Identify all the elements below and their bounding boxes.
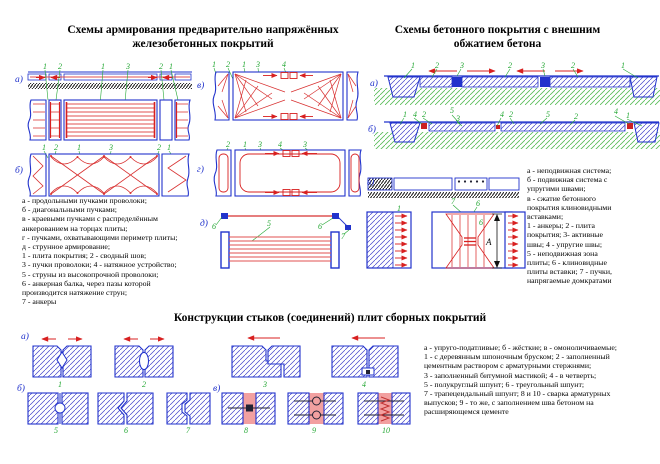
text-line: вставками; xyxy=(527,212,564,222)
figure-number-label: А xyxy=(486,237,492,247)
text-line: Схемы бетонного покрытия с внешним xyxy=(394,24,601,36)
figure-number-label: 5 xyxy=(450,106,454,115)
figure-number-label: 3 xyxy=(109,143,113,152)
fig-reinforcement-d xyxy=(200,213,351,268)
figure-number-label: 10 xyxy=(382,426,390,435)
figure-number-label: 1 xyxy=(212,60,216,69)
figure-number-label: 5 xyxy=(546,110,550,119)
text-line: покрытия; 3- активные xyxy=(527,230,604,240)
figure-number-label: 6 xyxy=(318,222,322,231)
text-line: г - пучками, охватывающими периметр плиты; xyxy=(22,232,178,242)
fig-compression-b xyxy=(368,106,660,149)
text-line: а - упруго-податливые; б - жёсткие; в - омоноличиваемые; xyxy=(424,343,617,352)
figure-number-label: 2 xyxy=(435,61,439,70)
figure-number-label: 1 xyxy=(243,140,247,149)
text-line: в - сжатие бетонного xyxy=(527,193,596,203)
text-line: 3 - пучки проволоки; 4 - натяжное устройство; xyxy=(22,260,177,270)
text-line: упругими швами; xyxy=(527,184,586,194)
fig-compression-a xyxy=(370,61,660,105)
text-line: 5 - полукруглый шпунт; 6 - треугольный шпунт; xyxy=(424,379,585,389)
figure-number-label: 2 xyxy=(574,112,578,121)
figure-number-label: 1 xyxy=(101,62,105,71)
figure-number-label: 1 xyxy=(77,143,81,152)
text-line: покрытия клиновидными xyxy=(527,202,612,212)
fig-reinforcement-a xyxy=(15,62,192,152)
text-line: а - продольными пучками проволоки; xyxy=(22,196,147,205)
text-line: швы; 4 - упругие швы; xyxy=(527,239,603,249)
text-line: железобетонных покрытий xyxy=(132,37,274,50)
text-line: 5 - струны из высокопрочной проволоки; xyxy=(22,269,159,279)
figure-number-label: 6 xyxy=(479,218,483,227)
text-line: б - диагональными пучками; xyxy=(22,205,117,215)
fig-reinforcement-b xyxy=(15,151,189,196)
fig-reinforcement-v xyxy=(197,60,358,120)
figure-number-label: 6 xyxy=(212,222,216,231)
figure-number-label: 6 xyxy=(124,426,128,435)
fig-joints xyxy=(17,331,410,435)
figure-letter-label: д) xyxy=(200,219,208,229)
figure-letter-label: в) xyxy=(213,384,221,394)
text-line: б - подвижная система с xyxy=(527,175,608,185)
text-line: Схемы армирования предварительно напряжённых xyxy=(67,24,339,36)
figure-number-label: 2 xyxy=(58,62,62,71)
figure-number-label: 2 xyxy=(159,62,163,71)
text-line: 6 - анкерная балка, через пазы которой xyxy=(22,278,151,288)
figure-number-label: 7 xyxy=(186,426,190,435)
text-line: 1 - анкеры; 2 - плита xyxy=(527,221,595,231)
figure-number-label: 1 xyxy=(411,61,415,70)
text-line: цементным раствором с арматурными стержнями; xyxy=(424,361,592,371)
figure-number-label: 1 xyxy=(242,60,246,69)
fig-reinforcement-g xyxy=(197,140,361,196)
text-line: плиты вставки; 7 - пучки, xyxy=(527,267,612,277)
figure-number-label: 1 xyxy=(43,62,47,71)
figure-number-label: 3 xyxy=(263,380,267,389)
figure-number-label: 1 xyxy=(397,204,401,213)
figure-number-label: 5 xyxy=(267,219,271,228)
text-line: 5 - неподвижная зона xyxy=(527,248,598,258)
figure-number-label: 7 xyxy=(341,232,345,241)
figure-number-label: 2 xyxy=(509,110,513,119)
figure-letter-label: в) xyxy=(197,81,205,91)
fig-compression-v xyxy=(367,177,525,268)
figure-number-label: 3 xyxy=(460,61,464,70)
figure-letter-label: г) xyxy=(197,165,204,175)
text-line: анкерованием на торцах плиты; xyxy=(22,223,128,233)
figure-number-label: 4 xyxy=(362,380,366,389)
figure-letter-label: а) xyxy=(370,79,378,89)
figure-number-label: 1 xyxy=(167,143,171,152)
figure-number-label: 2 xyxy=(226,140,230,149)
text-line: 1 - плита покрытия; 2 - сводный шов; xyxy=(22,251,147,261)
figure-number-label: 8 xyxy=(244,426,248,435)
figure-number-label: 3 xyxy=(303,140,307,149)
text-line: 3 - заполненный битумной мастикой; 4 - в четверть; xyxy=(424,370,597,380)
figure-letter-label: б) xyxy=(15,166,23,176)
figure-letter-label: а) xyxy=(15,75,23,85)
figure-number-label: 7 xyxy=(451,197,455,206)
figure-number-label: 3 xyxy=(456,114,460,123)
figure-number-label: 1 xyxy=(403,110,407,119)
figure-number-label: 3 xyxy=(126,62,130,71)
title-joints: Конструкции стыков (соединений) плит сборных покрытий xyxy=(173,312,487,324)
figure-letter-label: в) xyxy=(367,178,375,188)
figure-number-label: 4 xyxy=(614,107,618,116)
figure-letter-label: б) xyxy=(17,384,25,394)
figure-number-label: 3 xyxy=(541,61,545,70)
text-line: 1 - с деревянным шпоночным бруском; 2 - заполненный xyxy=(424,352,610,362)
figure-number-label: 1 xyxy=(626,111,630,120)
figure-number-label: 3 xyxy=(258,140,262,149)
figure-number-label: 9 xyxy=(312,426,316,435)
figure-number-label: 2 xyxy=(157,143,161,152)
text-line: а - неподвижная система; xyxy=(527,166,612,175)
figure-number-label: 4 xyxy=(500,110,504,119)
figure-number-label: 4 xyxy=(413,110,417,119)
text-line: в - краевыми пучками с распределённым xyxy=(22,214,158,224)
figure-number-label: 5 xyxy=(54,426,58,435)
text-line: расширяющемся цементе xyxy=(424,407,509,417)
figure-number-label: 1 xyxy=(58,380,62,389)
figure-number-label: 2 xyxy=(226,60,230,69)
text-line: выпусков; 9 - то же, с заполнением шва бетоном на xyxy=(424,398,594,408)
text-line: 7 - трапецеидальный шпунт; 8 и 10 - сварка арматурных xyxy=(424,389,611,399)
figure-number-label: 2 xyxy=(422,110,426,119)
figure-number-label: 2 xyxy=(142,380,146,389)
text-line: 7 - анкеры xyxy=(22,297,57,307)
text-line: производится натяжение струн; xyxy=(22,288,127,298)
figure-number-label: 2 xyxy=(54,143,58,152)
figure-number-label: 4 xyxy=(282,60,286,69)
figure-number-label: 3 xyxy=(256,60,260,69)
figure-number-label: 6 xyxy=(476,199,480,208)
figure-number-label: 1 xyxy=(42,143,46,152)
text-line: обжатием бетона xyxy=(453,37,542,50)
figure-number-label: 1 xyxy=(621,61,625,70)
figure-letter-label: а) xyxy=(21,332,29,342)
text-line: напрягаемые домкратами xyxy=(527,276,612,286)
figure-letter-label: б) xyxy=(368,125,376,135)
figure-number-label: 4 xyxy=(278,140,282,149)
figure-number-label: 2 xyxy=(508,61,512,70)
figure-number-label: 1 xyxy=(169,62,173,71)
text-line: д - струнное армирование; xyxy=(22,242,111,252)
figure-number-label: 2 xyxy=(571,61,575,70)
text-line: плиты; 6 - клиновидные xyxy=(527,258,608,268)
